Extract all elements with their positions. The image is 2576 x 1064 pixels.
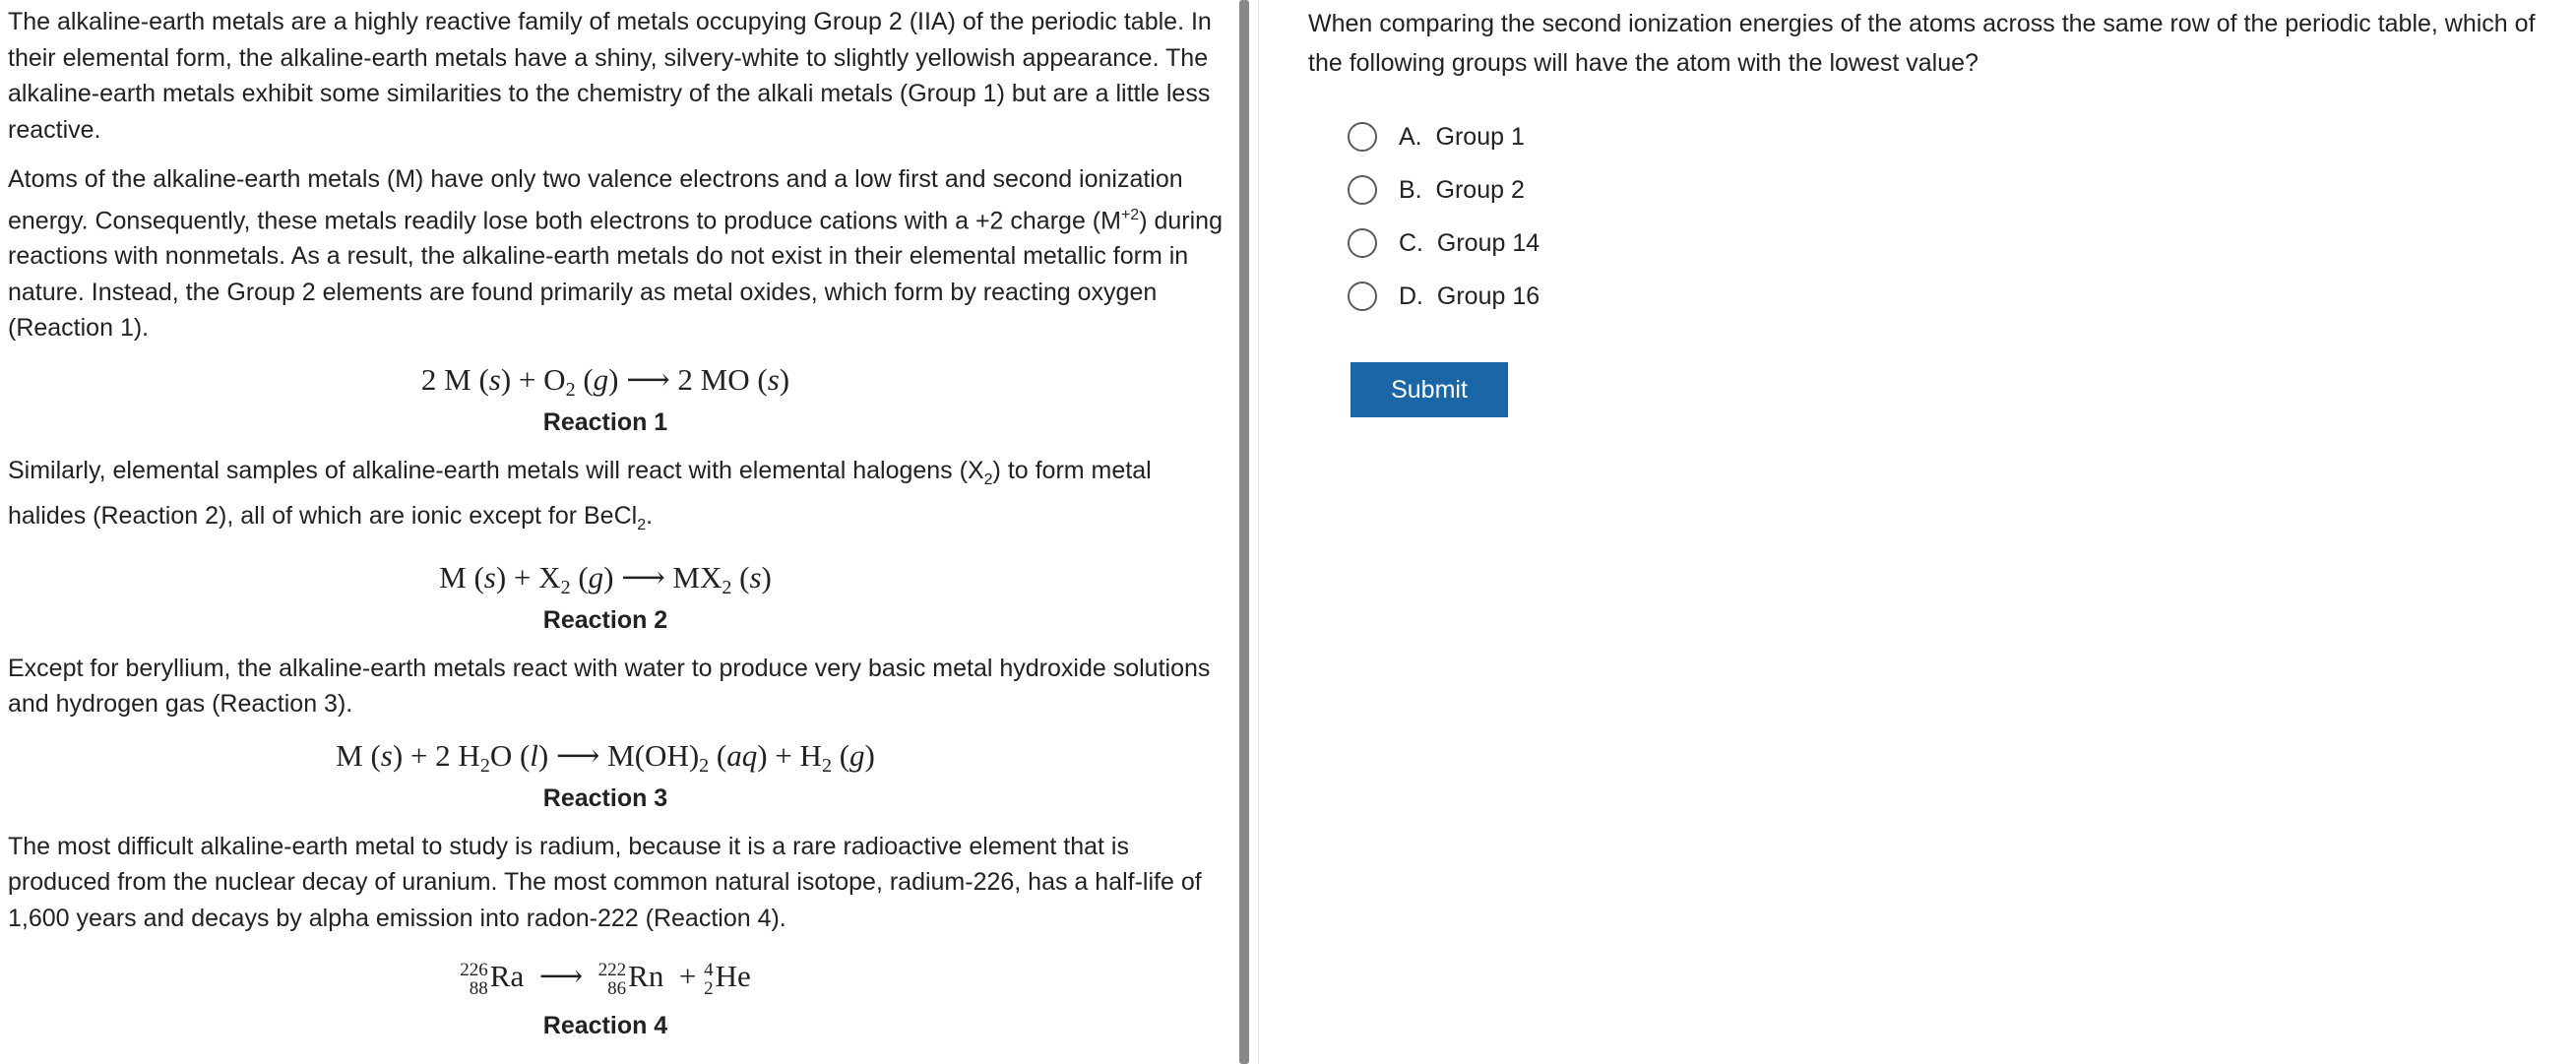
radio-button-d[interactable] <box>1348 282 1377 311</box>
submit-button[interactable]: Submit <box>1351 362 1508 417</box>
pane-divider <box>1258 0 1259 1064</box>
option-c[interactable] <box>1308 217 2568 270</box>
radio-button-b[interactable] <box>1348 175 1377 205</box>
reaction-1-caption: Reaction 1 <box>542 407 668 436</box>
pane-splitter-handle[interactable] <box>1239 0 1249 1064</box>
reaction-2-equation: M $(s) + X_2$ (g) ⟶ $MX_2$ (s) <box>439 559 772 598</box>
option-a-label: A. Group 1 <box>1399 122 1525 151</box>
option-d-label: D. Group 16 <box>1399 282 1540 310</box>
passage-paragraph-4: Except for beryllium, the alkaline-earth metals react with water to produce very basic metal hydroxide solutions and hydrogen gas (Reaction 3). <box>8 654 1211 719</box>
question-text: When comparing the second ionization energies of the atoms across the same row of the periodic table, which of the following groups will have the atom with the lowest value? <box>1308 10 2536 77</box>
passage-paragraph-1: The alkaline-earth metals are a highly reactive family of metals occupying Group 2 (IIA) of the periodic table. In their elemental form, the alkaline-earth metals have a shiny, silvery-white to slightly yellowish appearance. The alkaline-earth metals exhibit some similarities to the chemistry of the alkali metals (Group 1) but are a little less reactive. <box>8 8 1212 144</box>
reaction-4-caption: Reaction 4 <box>542 1012 668 1040</box>
question-pane <box>1308 0 2568 1064</box>
reaction-4-equation: 226 88 Ra ⟶ 222 86 Rn + 4 2 He <box>460 959 751 1000</box>
passage-pane <box>0 0 1235 1064</box>
option-d[interactable] <box>1308 270 2568 323</box>
option-b-label: B. Group 2 <box>1399 175 1525 204</box>
radio-button-c[interactable] <box>1348 228 1377 258</box>
option-a[interactable] <box>1308 110 2568 163</box>
passage-paragraph-2: Atoms of the alkaline-earth metals (M) have only two valence electrons and a low first and second ionization energy. Consequently, these metals readily lose both electrons to produce cations with a +2 charge $(M^{+2})$ during reactions with nonmetals. As a result, the alkaline-earth metals do not exist in their elemental metallic form in nature. Instead, the Group 2 elements are found primarily as metal oxides, which form by reacting oxygen (Reaction 1). <box>8 165 1223 343</box>
reaction-3-equation: M (s) + 2 $H_2O$ (l) ⟶ $M(OH)_2$ $(aq) + H_2$ (g) <box>336 737 875 777</box>
option-b[interactable] <box>1308 163 2568 217</box>
reaction-1-equation: 2 M $(s) + O_2$ (g) ⟶ 2 MO (s) <box>420 361 790 401</box>
reaction-3-caption: Reaction 3 <box>542 783 668 812</box>
radio-button-a[interactable] <box>1348 122 1377 152</box>
passage-paragraph-3: Similarly, elemental samples of alkaline-earth metals will react with elemental halogens $(X_2)$ to form metal halides (Reaction 2), all of which are ionic except for BeCl$_2$. <box>8 456 1152 534</box>
passage-paragraph-5: The most difficult alkaline-earth metal to study is radium, because it is a rare radioactive element that is produced from the nuclear decay of uranium. The most common natural isotope, radium-226, has a half-life of 1,600 years and decays by alpha emission into radon-222 (Reaction 4). <box>8 832 1202 932</box>
reaction-2-caption: Reaction 2 <box>542 605 668 634</box>
option-c-label: C. Group 14 <box>1399 228 1540 257</box>
